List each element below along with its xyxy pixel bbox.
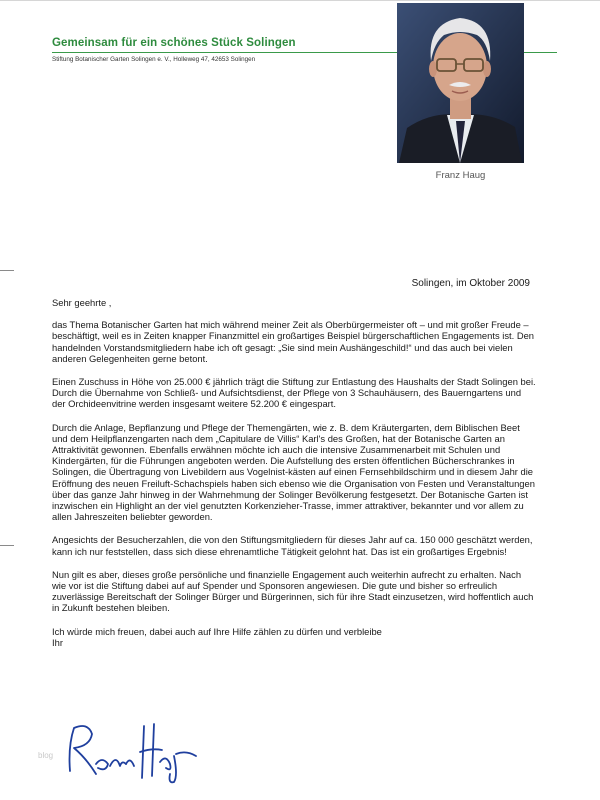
blog-watermark: blog bbox=[38, 751, 54, 760]
letter-body bbox=[52, 297, 537, 648]
paragraph-1: das Thema Botanischer Garten hat mich während meiner Zeit als Oberbürgermeister oft – und mit großer Freude – beschäftigt, weil es in Zeiten knapper Finanzmittel ein großartiges Beispiel bürgerschaftlichen Engagements ist. Den handelnden Vorstandsmitgliedern habe ich oft gesagt: „Sie sind mein Aushängeschild!“ und das auch bei vielen anderen Gelegenheiten gerne betont. bbox=[52, 319, 535, 364]
handwritten-signature bbox=[62, 716, 212, 786]
portrait-illustration bbox=[397, 3, 524, 163]
closing-ihr: Ihr bbox=[52, 636, 63, 648]
salutation: Sehr geehrte , bbox=[52, 297, 112, 308]
paragraph-2: Einen Zuschuss in Höhe von 25.000 € jährlich trägt die Stiftung zur Entlastung des Haushalts der Stadt Solingen bei. Durch die Übernahme von Schließ- und Aufsichtsdienst, der Pflege von 3 Schauhäusern, des Bauerngartens und der Orchideenvitrine werden insgesamt weitere 52.200 € eingespart. bbox=[52, 376, 536, 410]
portrait-photo bbox=[397, 3, 524, 163]
paragraph-3: Durch die Anlage, Bepflanzung und Pflege der Themengärten, wie z. B. dem Kräutergarten, dem Biblischen Beet und dem Heilpflanzengarten nach dem „Capitulare de Villis“ Karl's des Großen, hat der Botanische Garten an Attraktivität gewonnen. Ebenfalls erwähnen möchte ich auch die intensive Zusammenarbeit mit Schulen und Kindergärten, für die Führungen angeboten werden. Die Aufstellung des ersten öffentlichen Bücherschrankes in Solingen, die Übertragung von Livebildern aus Vogelnist-kästen auf einen Fernsehbildschirm und in diesem Jahr die Eröffnung des neuen Freiluft-Schachspiels haben sich ebenso wie die Organisation von Festen und Veranstaltungen über das ganze Jahr hinweg in der Wahrnehmung der Solinger Bevölkerung festgesetzt. Der Botanische Garten ist inzwischen ein Highlight an der viel genutzten Korkenzieher-Trasse, immer attraktiver, bekannter und vor allem zu allen Jahreszeiten beliebter geworden. bbox=[52, 421, 535, 523]
letterhead-address: Stiftung Botanischer Garten Solingen e. V., Holleweg 47, 42653 Solingen bbox=[52, 56, 256, 63]
paragraph-4: Angesichts der Besucherzahlen, die von den Stiftungsmitgliedern für dieses Jahr auf ca. 150 000 geschätzt werden, kann ich nur feststellen, dass sich diese ehrenamtliche Tätigkeit gelohnt hat. Das ist ein großartiges Ergebnis! bbox=[52, 534, 533, 557]
fold-mark-lower bbox=[0, 545, 14, 546]
letterhead-title: Gemeinsam für ein schönes Stück Solingen bbox=[52, 37, 296, 49]
fold-mark-upper bbox=[0, 270, 14, 271]
closing-line: Ich würde mich freuen, dabei auch auf Ihre Hilfe zählen zu dürfen und verbleibe bbox=[52, 625, 382, 637]
paragraph-5: Nun gilt es aber, dieses große persönliche und finanzielle Engagement auch weiterhin aufrecht zu erhalten. Nach wie vor ist die Stiftung dabei auf auf Spender und Sponsoren angewiesen. Die gute und bisher so erfreulich zuverlässige Bereitschaft der Solinger Bürger und Bürgerinnen, sich für ihre Stadt einzusetzen, wird hoffentlich auch in Zukunft bestehen bleiben. bbox=[52, 568, 534, 614]
page-top-edge bbox=[0, 0, 600, 1]
letter-date: Solingen, im Oktober 2009 bbox=[411, 278, 530, 289]
photo-caption: Franz Haug bbox=[435, 170, 486, 181]
